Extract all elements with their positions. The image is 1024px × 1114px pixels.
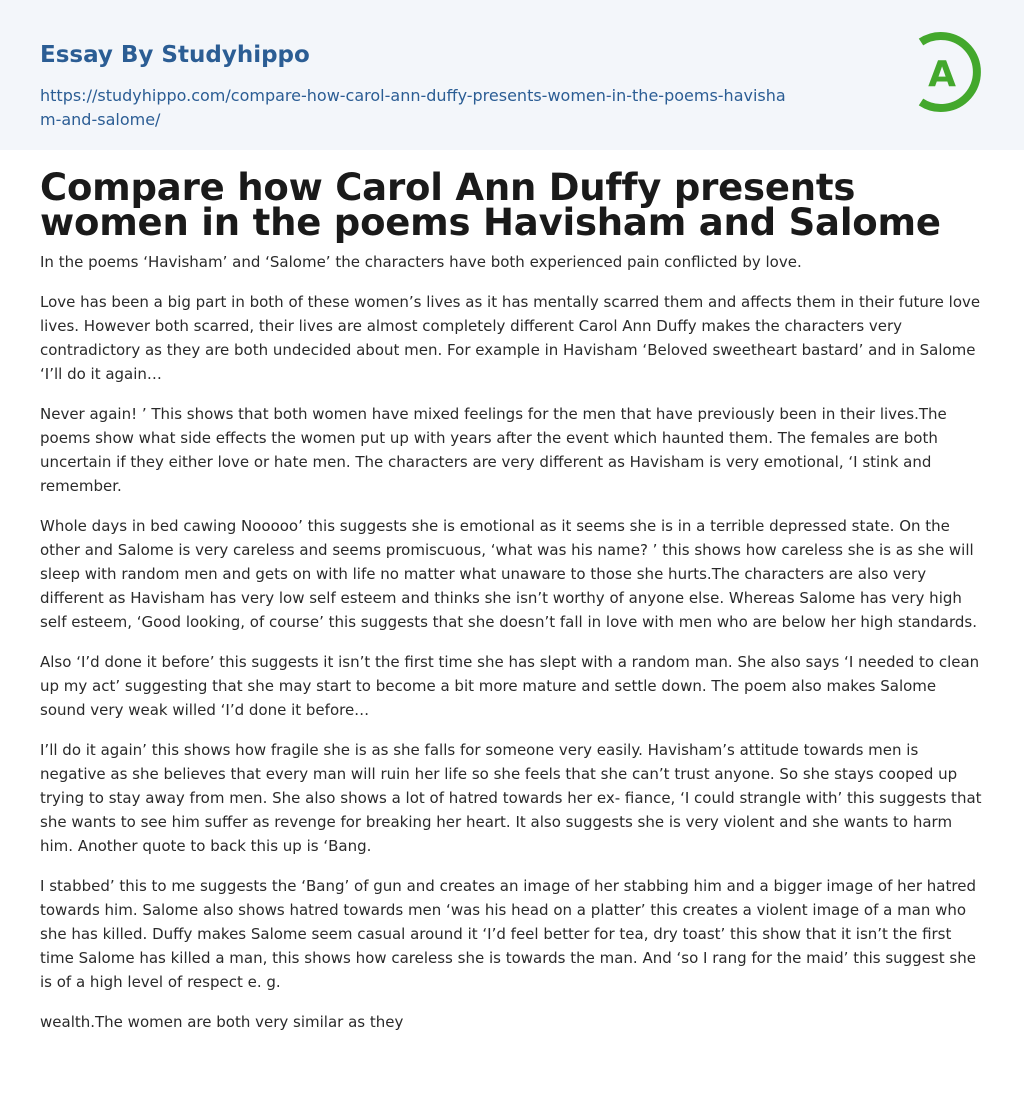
article-paragraph: Whole days in bed cawing Nooooo’ this suggests she is emotional as it seems she is in a terrible depressed state. On the other and Salome is very careless and seems promiscuous, ‘what was his name? ’ this shows how careless she is as she will sleep with random men and gets on with life no matter what unaware to those she hurts.The characters are also very different as Havisham has very low self esteem and thinks she isn’t worthy of anyone else. Whereas Salome has very high self esteem, ‘Good looking, of course’ this suggests that she doesn’t fall in love with men who are below her high standards. <box>40 517 977 631</box>
article-title: Compare how Carol Ann Duffy presents women in the poems Havisham and Salome <box>40 166 941 244</box>
site-header <box>0 0 1024 150</box>
brand-title: Essay By Studyhippo <box>40 42 310 68</box>
studyhippo-a-logo-icon[interactable] <box>911 29 987 115</box>
article-paragraph: Never again! ’ This shows that both women have mixed feelings for the men that have previously been in their lives.The poems show what side effects the women put up with years after the event which haunted them. The females are both uncertain if they either love or hate men. The characters are very different as Havisham is very emotional, ‘I stink and remember. <box>40 405 947 495</box>
logo-letter: A <box>928 54 956 95</box>
article-paragraph: wealth.The women are both very similar as they <box>40 1013 404 1031</box>
article-paragraph: I’ll do it again’ this shows how fragile she is as she falls for someone very easily. Havisham’s attitude towards men is negative as she believes that every man will ruin her life so she feels that she can’t trust anyone. So she stays cooped up trying to stay away from men. She also shows a lot of hatred towards her ex- fiance, ‘I could strangle with’ this suggests that she wants to see him suffer as revenge for breaking her heart. It also suggests she is very violent and she wants to harm him. Another quote to back this up is ‘Bang. <box>40 741 982 855</box>
essay-url-link[interactable]: https://studyhippo.com/compare-how-carol-ann-duffy-presents-women-in-the-poems-havisham-and-salome/ <box>40 86 786 129</box>
article-paragraph: I stabbed’ this to me suggests the ‘Bang’ of gun and creates an image of her stabbing him and a bigger image of her hatred towards him. Salome also shows hatred towards men ‘was his head on a platter’ this creates a violent image of a man who she has killed. Duffy makes Salome seem casual around it ‘I’d feel better for tea, dry toast’ this show that it isn’t the first time Salome has killed a man, this shows how careless she is towards the man. And ‘so I rang for the maid’ this suggest she is of a high level of respect e. g. <box>40 877 976 991</box>
article-paragraph: In the poems ‘Havisham’ and ‘Salome’ the characters have both experienced pain conflicted by love. <box>40 253 802 271</box>
article-paragraph: Also ‘I’d done it before’ this suggests it isn’t the first time she has slept with a random man. She also says ‘I needed to clean up my act’ suggesting that she may start to become a bit more mature and settle down. The poem also makes Salome sound very weak willed ‘I’d done it before… <box>40 653 980 719</box>
article <box>0 150 1024 1034</box>
article-paragraph: Love has been a big part in both of these women’s lives as it has mentally scarred them and affects them in their future love lives. However both scarred, their lives are almost completely different Carol Ann Duffy makes the characters very contradictory as they are both undecided about men. For example in Havisham ‘Beloved sweetheart bastard’ and in Salome ‘I’ll do it again… <box>40 293 981 383</box>
